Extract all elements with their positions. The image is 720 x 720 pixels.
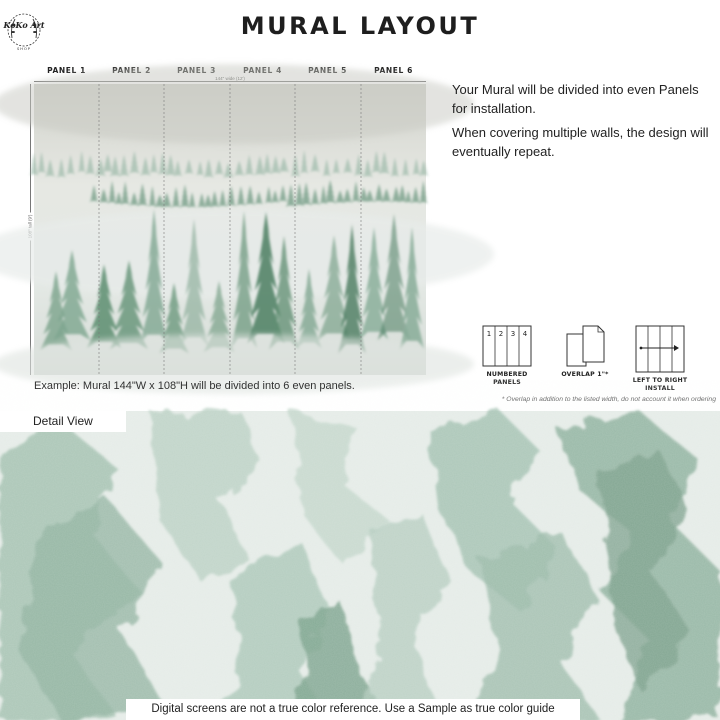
left-to-right-label: LEFT TO RIGHT INSTALL (632, 377, 688, 392)
example-caption: Example: Mural 144"W x 108"H will be divided into 6 even panels. (34, 380, 355, 392)
left-to-right-diagram (625, 325, 695, 393)
overlap-label: OVERLAP 1"* (561, 371, 609, 378)
panel-label-6: PANEL 6 (374, 66, 413, 75)
overlap-icon (564, 325, 606, 367)
svg-text:4: 4 (522, 330, 528, 338)
svg-text:2: 2 (498, 330, 504, 338)
detail-view-label: Detail View (0, 411, 126, 432)
numbered-panels-icon (482, 325, 532, 367)
svg-text:3: 3 (510, 330, 516, 338)
detail-view-image (0, 411, 720, 720)
overlap-diagram (555, 325, 615, 379)
info-paragraph-repeat: When covering multiple walls, the design will eventually repeat. (452, 125, 709, 159)
info-text (452, 80, 714, 166)
numbered-panels-diagram (472, 325, 542, 387)
logo-text: KoKo Art (3, 20, 45, 30)
page-title: MURAL LAYOUT (240, 12, 480, 40)
overlap-note: * Overlap in addition to the listed width, do not account it when ordering (501, 396, 716, 403)
info-paragraph-panels: Your Mural will be divided into even Panels for installation. (452, 82, 699, 116)
logo-subtext: SHOP (17, 47, 31, 51)
color-disclaimer: Digital screens are not a true color reference. Use a Sample as true color guide (126, 699, 580, 720)
left-to-right-arrow-icon (635, 325, 685, 373)
mural-preview-image (34, 84, 426, 375)
panel-label-1: PANEL 1 (47, 66, 86, 75)
svg-text:1: 1 (486, 330, 492, 338)
numbered-panels-label: NUMBERED PANELS (486, 371, 528, 386)
